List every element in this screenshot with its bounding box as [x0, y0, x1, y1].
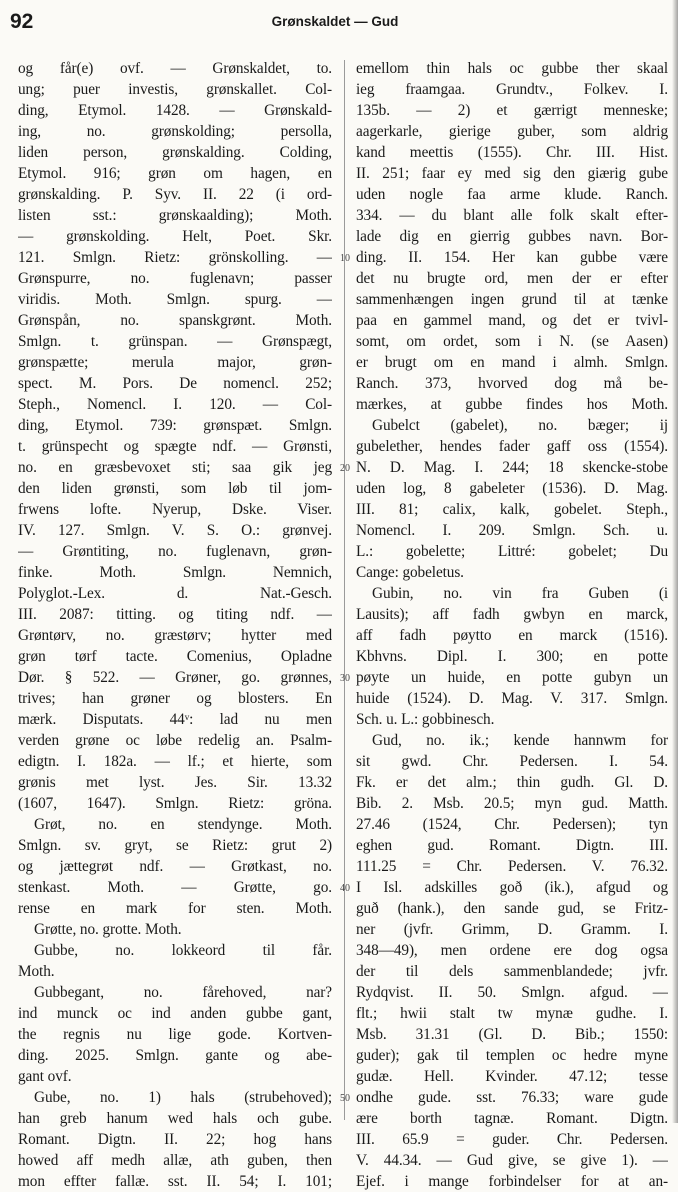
- page-edge-shadow: [672, 0, 678, 1123]
- text-line: sit gwd. Chr. Pedersen. I. 54.: [356, 753, 668, 770]
- text-line: og får(e) ovf. — Grønskaldet, to.: [18, 60, 332, 77]
- text-line: mon effter fallæ. sst. II. 54; I. 101;: [18, 1173, 332, 1190]
- text-line: 135b. — 2) et gærrigt menneske;: [356, 102, 668, 119]
- text-line: 334. — du blant alle folk skalt efter-: [356, 207, 668, 224]
- text-line: Dør. § 522. — Grøner, go. grønnes,: [18, 669, 332, 686]
- text-line: ære borth tagnæ. Romant. Digtn.: [356, 1110, 668, 1127]
- text-line: III. 81; calix, kalk, gobelet. Steph.,: [356, 501, 668, 518]
- text-line: flt.; hwii stalt tw mynæ gudhe. I.: [356, 1005, 668, 1022]
- text-line: gudæ. Hell. Kvinder. 47.12; tesse: [356, 1068, 668, 1085]
- margin-line-number: 30: [340, 673, 350, 684]
- text-line: ding. 2025. Smlgn. gante og abe-: [18, 1047, 332, 1064]
- text-line: aff fadh pøytto en marck (1516).: [356, 627, 668, 644]
- column-rule: [344, 60, 345, 1120]
- text-line: Fk. er det alm.; thin gudh. Gl. D.: [356, 774, 668, 791]
- text-line: rense en mark for sten. Moth.: [18, 900, 332, 917]
- text-line: I Isl. adskilles goð (ik.), afgud og: [356, 879, 668, 896]
- text-line: II. 251; faar ey med sig den giærig gube: [356, 165, 668, 182]
- margin-line-number: 10: [340, 253, 350, 264]
- text-line: huide (1524). D. Mag. V. 317. Smlgn.: [356, 690, 668, 707]
- text-line: grønis met lyst. Jes. Sir. 13.32: [18, 774, 332, 791]
- text-line: mærkes, at gubbe findes hos Moth.: [356, 396, 668, 413]
- text-line: og jættegrøt ndf. — Grøtkast, no.: [18, 858, 332, 875]
- text-line: gant ovf.: [18, 1068, 72, 1085]
- text-line: grønspætte; merula major, grøn-: [18, 354, 332, 371]
- text-line: IV. 127. Smlgn. V. S. O.: grønvej.: [18, 522, 332, 539]
- text-line: han greb hanum wed hals och gube.: [18, 1110, 332, 1127]
- text-line: mærk. Disputats. 44ᵛ: lad nu men: [18, 711, 332, 728]
- text-line: Gubin, no. vin fra Guben (i: [372, 585, 668, 602]
- text-line: aagerkarle, gierige guber, som aldrig: [356, 123, 668, 140]
- text-line: Kbhvns. Dipl. I. 300; en potte: [356, 648, 668, 665]
- text-line: frwens lofte. Nyerup, Dske. Viser.: [18, 501, 332, 518]
- page-header: [10, 10, 660, 36]
- text-line: spect. M. Pors. De nomencl. 252;: [18, 375, 332, 392]
- text-line: emellom thin hals oc gubbe ther skaal: [356, 60, 668, 77]
- text-line: viridis. Moth. Smlgn. spurg. —: [18, 291, 332, 308]
- text-line: somt, om ordet, som i N. (se Aasen): [356, 333, 668, 350]
- text-line: den liden grønsti, som løb til jom-: [18, 480, 332, 497]
- text-line: ieg fraamgaa. Grundtv., Folkev. I.: [356, 81, 668, 98]
- text-line: Gubelct (gabelet), no. bæger; ij: [372, 417, 668, 434]
- text-line: the regnis nu lige gode. Kortven-: [18, 1026, 332, 1043]
- text-line: howed aff medh allæ, ath guben, then: [18, 1152, 332, 1169]
- text-line: V. 44.34. — Gud give, se give 1). —: [356, 1152, 668, 1169]
- text-line: Grøt, no. en stendynge. Moth.: [34, 816, 332, 833]
- text-line: Grøtte, no. grotte. Moth.: [34, 921, 182, 938]
- text-line: er brugt om en mand i almh. Smlgn.: [356, 354, 668, 371]
- text-line: lade dig en gierrig gubbes navn. Bor-: [356, 228, 668, 245]
- text-line: uden nogle faa arme klude. Ranch.: [356, 186, 668, 203]
- text-line: grøn tørf tacte. Comenius, Opladne: [18, 648, 332, 665]
- text-line: Steph., Nomencl. I. 120. — Col-: [18, 396, 332, 413]
- text-line: Rydqvist. II. 50. Smlgn. afgud. —: [356, 984, 668, 1001]
- text-line: Gube, no. 1) hals (strubehoved);: [34, 1089, 332, 1106]
- text-line: ondhe gude. sst. 76.33; ware gude: [356, 1089, 668, 1106]
- text-line: sammenhængen ingen grund til at tænke: [356, 291, 668, 308]
- text-line: ind munck oc ind anden gubbe gant,: [18, 1005, 332, 1022]
- text-line: Gud, no. ik.; kende hannwm for: [372, 732, 668, 749]
- text-line: stenkast. Moth. — Grøtte, go.: [18, 879, 332, 896]
- text-line: L.: gobelette; Littré: gobelet; Du: [356, 543, 668, 560]
- text-line: liden person, grønskalding. Colding,: [18, 144, 332, 161]
- right-column: [356, 58, 668, 1192]
- text-line: kand meettis (1555). Chr. III. Hist.: [356, 144, 668, 161]
- text-line: Msb. 31.31 (Gl. D. Bib.; 1550:: [356, 1026, 668, 1043]
- text-line: — Grøntiting, no. fuglenavn, grøn-: [18, 543, 332, 560]
- text-line: Ranch. 373, hvorved dog må be-: [356, 375, 668, 392]
- text-line: guder); gak til templen oc hedre myne: [356, 1047, 668, 1064]
- text-line: 111.25 = Chr. Pedersen. V. 76.32.: [356, 858, 668, 875]
- page-number: 92: [10, 10, 34, 33]
- text-line: verden grøne oc løbe redelig an. Psalm-: [18, 732, 332, 749]
- text-line: Bib. 2. Msb. 20.5; myn gud. Matth.: [356, 795, 668, 812]
- text-line: paa en gammel mand, og det er tvivl-: [356, 312, 668, 329]
- text-line: gubelether, hendes fader gaff oss (1554).: [356, 438, 668, 455]
- running-head: Grønskaldet — Gud: [271, 14, 399, 29]
- text-line: III. 2087: titting. og titing ndf. —: [18, 606, 332, 623]
- text-line: trives; han grøner og blosters. En: [18, 690, 332, 707]
- text-line: Smlgn. t. grünspan. — Grønspægt,: [18, 333, 332, 350]
- text-line: listen sst.: grønskaalding); Moth.: [18, 207, 332, 224]
- text-line: 348—49), men ordene ere dog ogsa: [356, 942, 668, 959]
- text-line: — grønskolding. Helt, Poet. Skr.: [18, 228, 332, 245]
- text-line: Grønspurre, no. fuglenavn; passer: [18, 270, 332, 287]
- text-line: Cange: gobeletus.: [356, 564, 464, 581]
- text-line: (1607, 1647). Smlgn. Rietz: gröna.: [18, 795, 332, 812]
- text-line: ding, Etymol. 739: grønspæt. Smlgn.: [18, 417, 332, 434]
- text-line: Polyglot.-Lex. d. Nat.-Gesch.: [18, 585, 332, 602]
- text-line: ing, no. grønskolding; persolla,: [18, 123, 332, 140]
- text-line: edigtn. I. 182a. — lf.; et hierte, som: [18, 753, 332, 770]
- text-line: 27.46 (1524, Chr. Pedersen); tyn: [356, 816, 668, 833]
- margin-line-number: 20: [340, 463, 350, 474]
- text-line: Etymol. 916; grøn om hagen, en: [18, 165, 332, 182]
- text-line: ung; puer investis, grønskallet. Col-: [18, 81, 332, 98]
- text-line: Gubbegant, no. fårehoved, nar?: [34, 984, 332, 1001]
- text-line: t. grünspecht og spægte ndf. — Grønsti,: [18, 438, 332, 455]
- text-line: Moth.: [18, 963, 55, 980]
- text-line: ding. II. 154. Her kan gubbe være: [356, 249, 668, 266]
- text-line: Sch. u. L.: gobbinesch.: [356, 711, 495, 728]
- text-line: ding, Etymol. 1428. — Grønskald-: [18, 102, 332, 119]
- text-line: Romant. Digtn. II. 22; hog hans: [18, 1131, 332, 1148]
- text-line: Grøntørv, no. græstørv; hytter med: [18, 627, 332, 644]
- text-line: N. D. Mag. I. 244; 18 skencke-stobe: [356, 459, 668, 476]
- text-line: der til dels sammenblandede; jvfr.: [356, 963, 668, 980]
- text-line: Lausits); aff fadh gwbyn en marck,: [356, 606, 668, 623]
- text-line: III. 65.9 = guder. Chr. Pedersen.: [356, 1131, 668, 1148]
- text-line: Gubbe, no. lokkeord til får.: [34, 942, 332, 959]
- text-line: Ejef. i mange forbindelser for at an-: [356, 1173, 668, 1190]
- text-line: pøyte un huide, en potte gubyn un: [356, 669, 668, 686]
- text-line: det nu brugte ord, men der er efter: [356, 270, 668, 287]
- text-line: Smlgn. sv. gryt, se Rietz: grut 2): [18, 837, 332, 854]
- text-line: 121. Smlgn. Rietz: grönskolling. —: [18, 249, 332, 266]
- text-line: uden log, 8 gabeleter (1536). D. Mag.: [356, 480, 668, 497]
- margin-line-number: 50: [340, 1093, 350, 1104]
- text-line: Nomencl. I. 209. Smlgn. Sch. u.: [356, 522, 668, 539]
- text-line: Grønspån, no. spanskgrønt. Moth.: [18, 312, 332, 329]
- text-line: no. en græsbevoxet sti; saa gik jeg: [18, 459, 332, 476]
- text-line: eghen gud. Romant. Digtn. III.: [356, 837, 668, 854]
- text-line: grønskalding. P. Syv. II. 22 (i ord-: [18, 186, 332, 203]
- text-line: guð (hank.), den sande gud, se Fritz-: [356, 900, 668, 917]
- text-line: finke. Moth. Smlgn. Nemnich,: [18, 564, 332, 581]
- margin-line-number: 40: [340, 883, 350, 894]
- text-line: ner (jvfr. Grimm, D. Gramm. I.: [356, 921, 668, 938]
- left-column: [18, 58, 332, 1192]
